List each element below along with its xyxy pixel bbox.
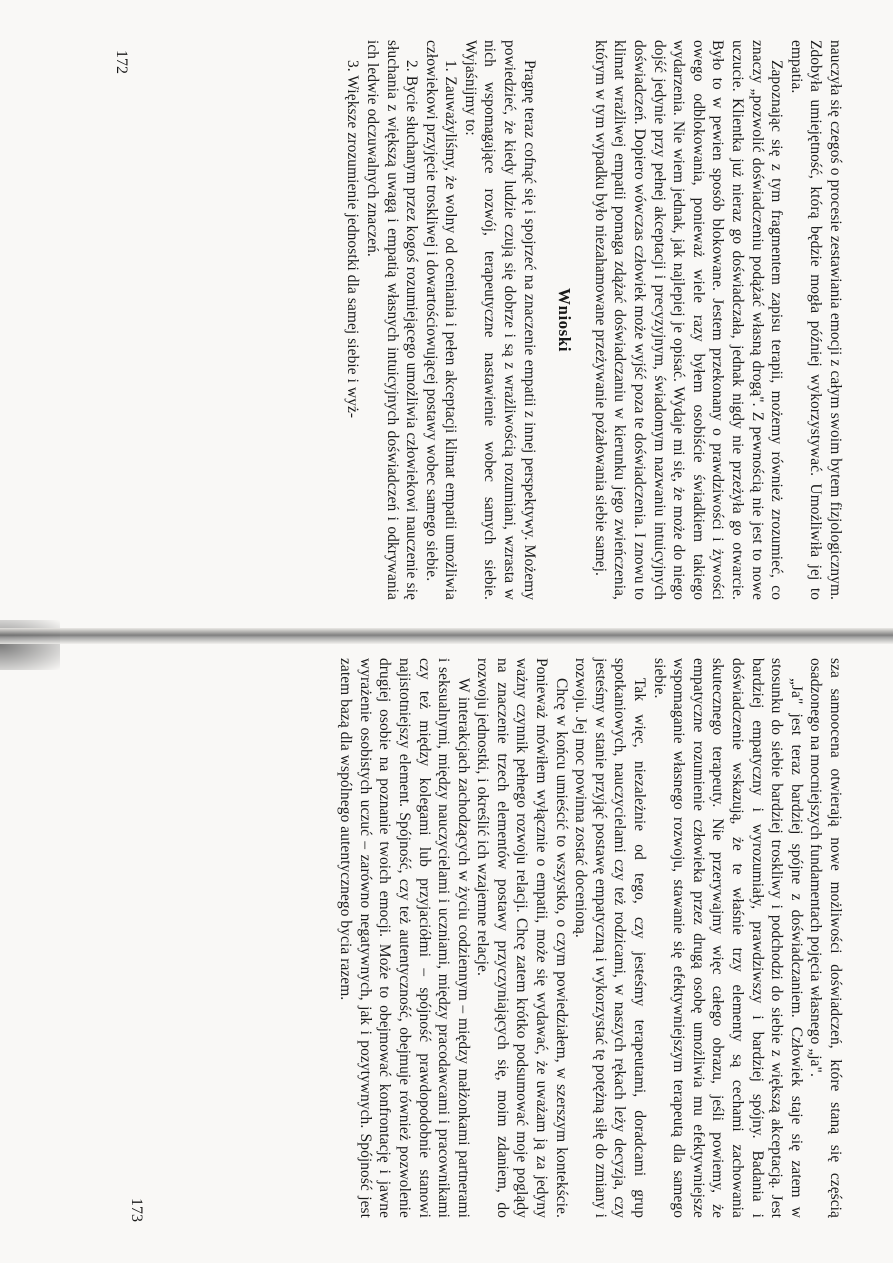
list-item: 1. Zauważyliśmy, że wolny od oceniania i pełen akceptacji klimat empatii umożliwia człowiekowi przyjęcie troskliwej i dowartościowującej postawy wobec samego siebie. [422, 40, 460, 600]
paragraph: „Ja" jest teraz bardziej spójne z doświadczaniem. Człowiek staje się zatem w stosunku do siebie bardziej troskliwy i podchodzi do siebie z większą akceptacją. Jest bardziej empatyczny i wyrozumiały, prawdziwszy i bardziej spójny. Badania i doświadczenie wskazują, że te właśnie trzy elementy są cechami zachowania skutecznego terapeuty. Nie przerywajmy więc całego obrazu, jeśli powiemy, że empatyczne rozumienie człowieka przez drugą osobę umożliwia mu efektywniejsze wspomaganie własnego rozwoju, stawanie się efektywniejszym terapeutą dla samego siebie. [650, 658, 805, 1218]
section-heading: Wnioski [555, 288, 575, 352]
paragraph: Chcę w końcu umieścić to wszystko, o czym powiedziałem, w szerszym kontekście. Ponieważ mówiłem wyłącznie o empatii, może się wydawać, że uważam ją za jedyny ważny czynnik pełnego rozwoju relacji. Chcę zatem krótko podsumować moje poglądy na znaczenie trzech elementów postawy przyczyniających się, moim zdaniem, do rozwoju jednostki, i określić ich wzajemne relacje. [474, 658, 570, 1218]
paragraph: sza samoocena otwierają nowe możliwości doświadczeń, które staną się częścią osadzonego na mocniejszych fundamentach pojęcia własnego „ja". [807, 658, 844, 1218]
list-item: 2. Bycie słuchanym przez kogoś rozumiejącego umożliwia człowiekowi nauczenie się słuchania z większą uwagą i empatią własnych intuicyjnych doświadczeń i odkrywania ich ledwie odczuwalnych znaczeń. [363, 40, 421, 600]
paragraph: Pragnę teraz cofnąć się i spojrzeć na znaczenie empatii z innej perspektywy. Możemy powiedzieć, że kiedy ludzie czują się dobrze i są z wrażliwością rozumiani, wzrasta w nich wspomagające rozwój, terapeutyczne nastawienie wobec samych siebie. Wyjaśnijmy to: [461, 40, 538, 600]
paragraph: W interakcjach zachodzących w życiu codziennym – między małżonkami partnerami i seksualnymi, między nauczycielami i uczniami, między pracodawcami i pracownikami czy też między kolegami lub przyjaciółmi – spójność prawdopodobnie stanowi najistotniejszy element. Spójność, czy też autentyczność, obejmuje również pozwolenie drugiej osobie na poznanie twoich emocji. Może to obejmować konfrontację i jawne wyrażenie osobistych uczuć – zarówno negatywnych, jak i pozytywnych. Spójność jest zatem bazą dla wspólnego autentycznego bycia razem. [337, 658, 472, 1218]
page-number: 172 [113, 50, 130, 74]
page-173 [105, 658, 845, 1248]
page-172-text [343, 40, 845, 600]
paragraph: Tak więc, niezależnie od tego, czy jesteśmy terapeutami, doradcami grup spotkaniowych, nauczycielami czy też rodzicami, w naszych rękach leży decyzja, czy jesteśmy w stanie przyjąć postawę empatyczną i wykorzystać tę potężną siłę do zmiany i rozwoju. Jej moc powinna zostać docenioną. [572, 658, 649, 1218]
page-number: 173 [128, 1198, 145, 1222]
page-173-text [336, 658, 845, 1218]
paragraph: nauczyła się czegoś o procesie zestawiania emocji z całym swoim bytem fizjologicznym. Zdobyła umiejętność, którą będzie mogła później wykorzystywać. Umożliwiła jej to empatia. [787, 40, 844, 600]
page-172 [105, 40, 845, 630]
list-item: 3. Większe zrozumienie jednostki dla samej siebie i wyż- [344, 60, 362, 419]
book-gutter [0, 628, 893, 644]
paragraph: Zapoznając się z tym fragmentem zapisu terapii, możemy również zrozumieć, co znaczy „pozwolić doświadczeniu podążać własną drogą". Z pewnością nie jest to nowe uczucie. Klientka już nieraz go doświadczała, jednak nigdy nie przeżyła go otwarcie. Było to w pewien sposób blokowane. Jestem przekonany o prawdziwości i żywości owego odblokowania, ponieważ wiele razy byłem osobiście świadkiem takiego wydarzenia. Nie wiem jednak, jak najlepiej je opisać. Wydaje mi się, że może do niego dojść jedynie przy pełnej akceptacji i precyzyjnym, świadomym nazwaniu intuicyjnych doświadczeń. Dopiero wówczas człowiek może wyjść poza te doświadczenia. I znowu to klimat wrażliwej empatii pomaga zdążać doświadczaniu w kierunku jego zwieńczenia, którym w tym wypadku było niezahamowane przeżywanie pożałowania siebie samej. [591, 40, 786, 600]
